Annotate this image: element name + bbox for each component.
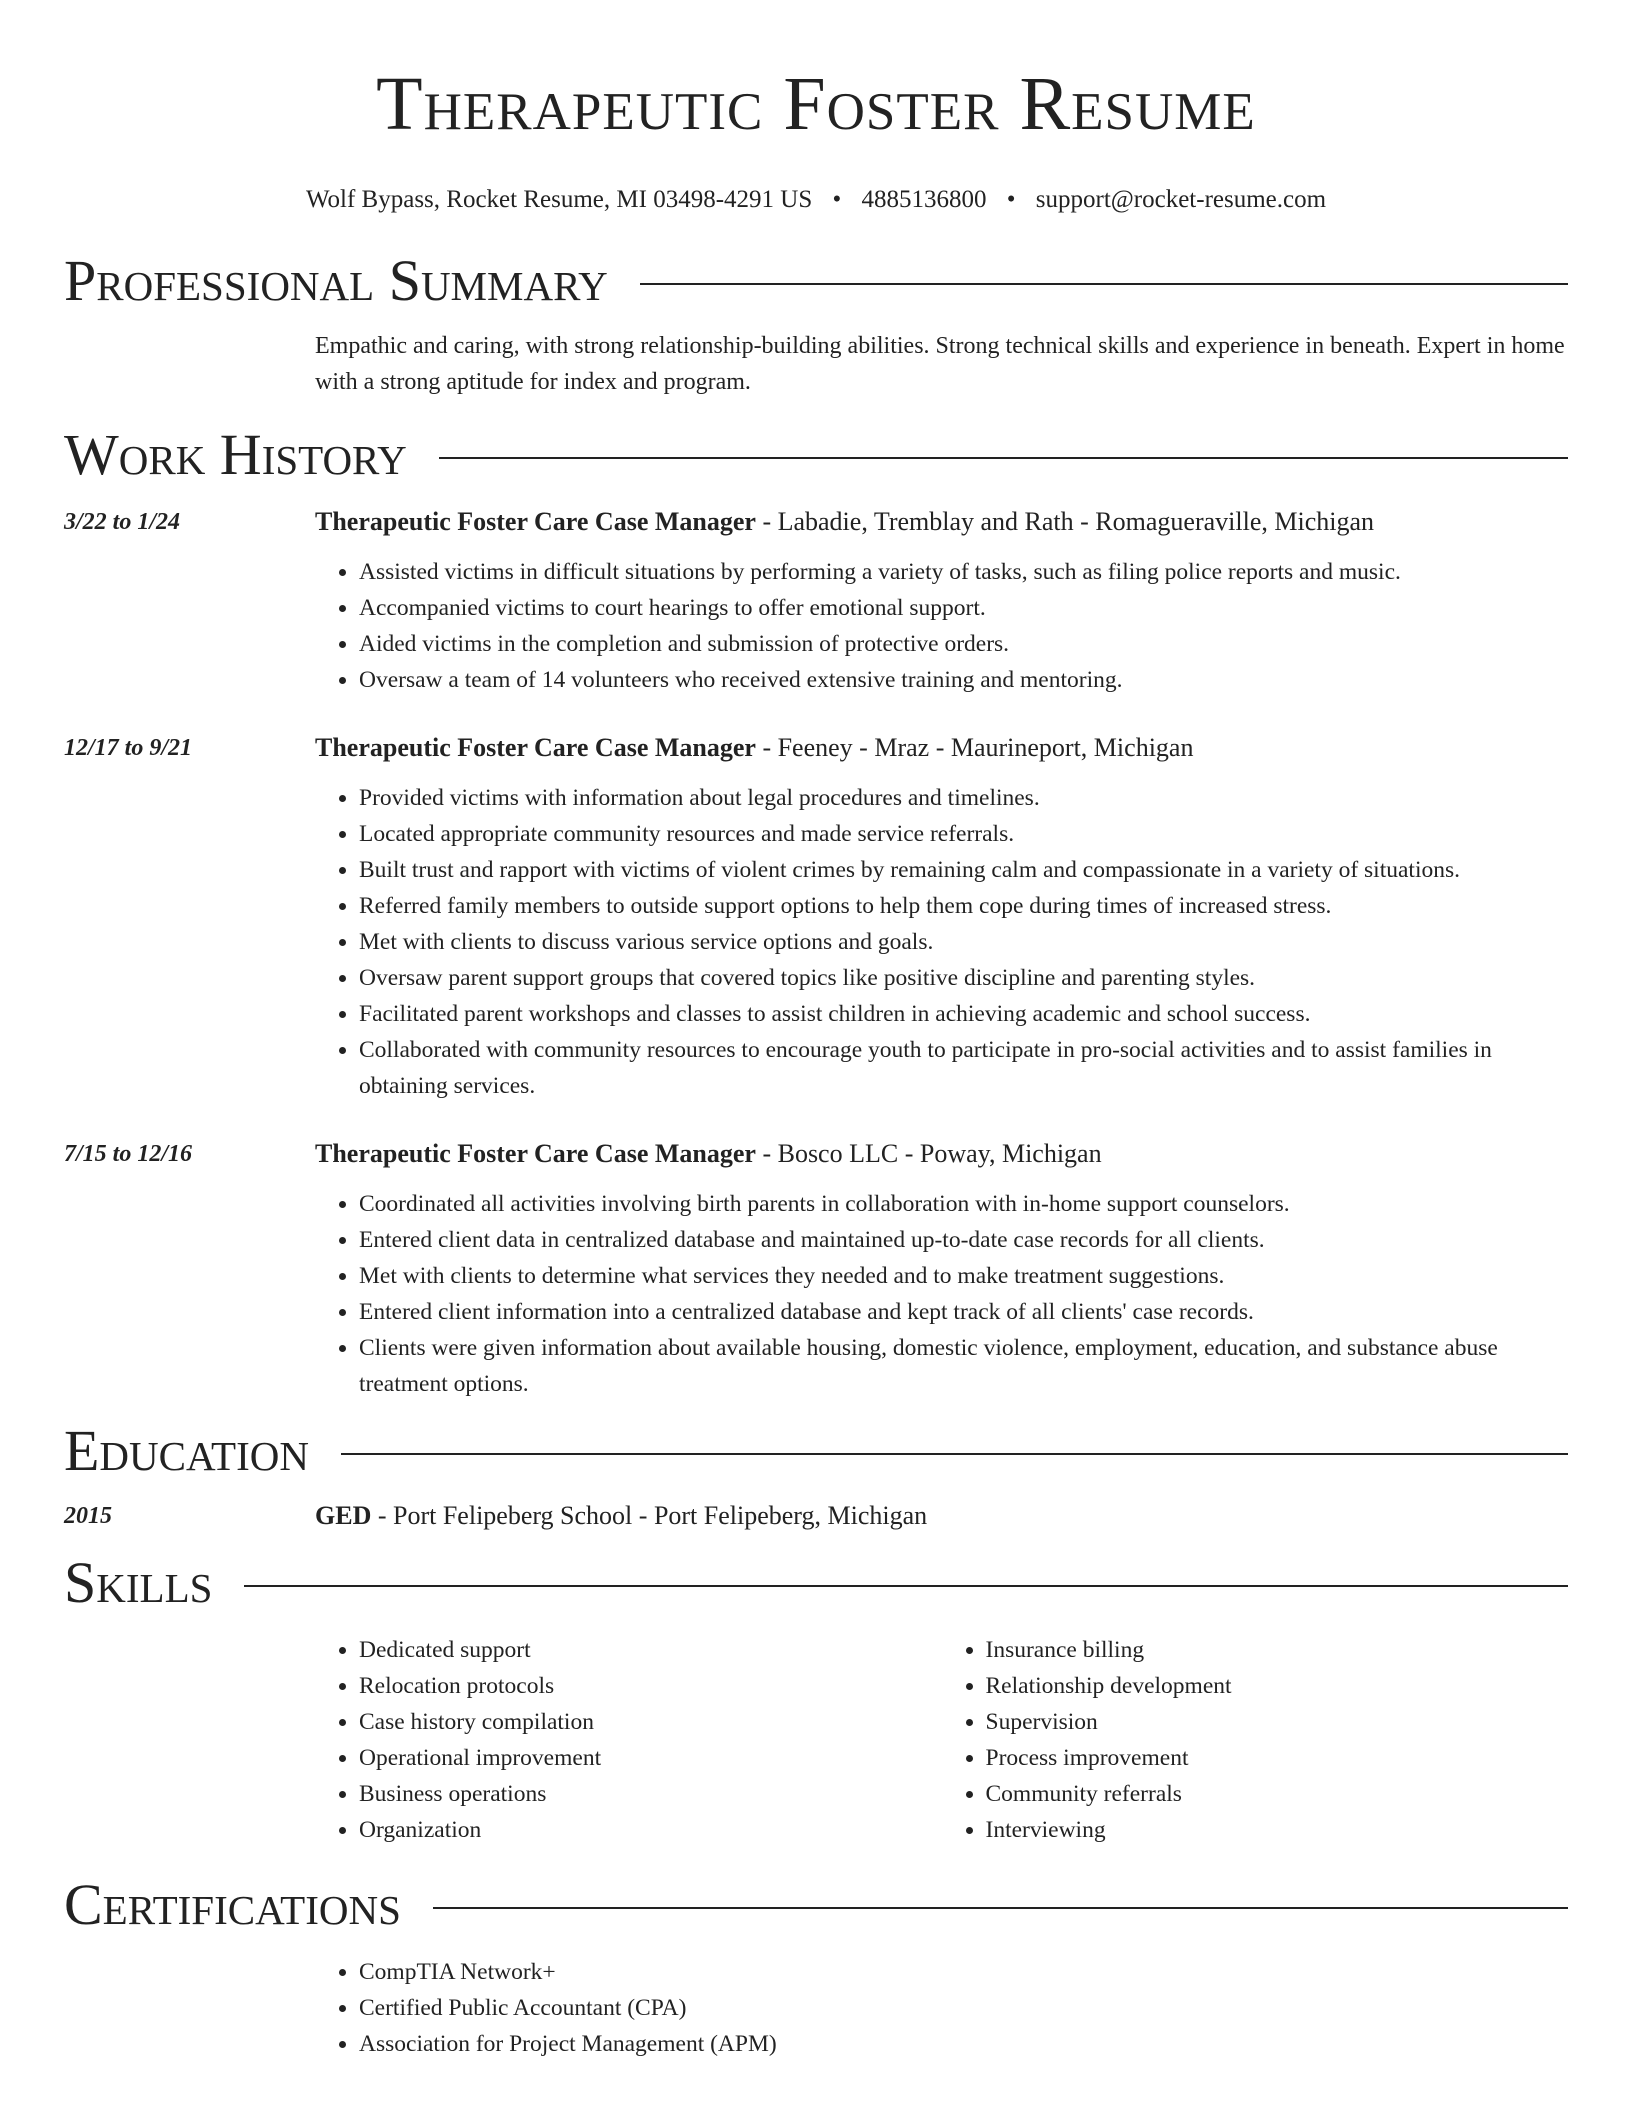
skill-item: • Interviewing	[986, 1812, 1569, 1848]
job-bullet: • Clients were given information about available housing, domestic violence, employment, education, and substance abuse treatment options.	[359, 1330, 1568, 1402]
skills-list	[315, 1632, 1568, 1848]
job-entry	[64, 730, 1568, 1104]
skill-item: • Dedicated support	[359, 1632, 942, 1668]
job-employer: - Bosco LLC - Poway, Michigan	[755, 1139, 1102, 1168]
job-bullets	[315, 1186, 1568, 1402]
certification-item: • CompTIA Network+	[359, 1954, 1568, 1990]
summary-section-header	[64, 248, 1568, 314]
summary-heading: Professional Summary	[64, 248, 608, 313]
skills-column-left	[315, 1632, 942, 1848]
education-entry	[64, 1498, 1568, 1534]
job-heading	[315, 504, 1568, 540]
job-bullet: • Collaborated with community resources to encourage youth to participate in pro-social activities and to assist families in obtaining services.	[359, 1032, 1568, 1104]
skills-section-header	[64, 1550, 1568, 1616]
job-header	[64, 504, 1568, 540]
contact-separator: •	[1006, 186, 1016, 213]
section-divider	[439, 457, 1568, 459]
skill-item: • Relocation protocols	[359, 1668, 942, 1704]
certification-item: • Certified Public Accountant (CPA)	[359, 1990, 1568, 2026]
contact-separator: •	[832, 186, 842, 213]
skills-heading: Skills	[64, 1550, 213, 1615]
job-bullet: • Oversaw parent support groups that covered topics like positive discipline and parenting styles.	[359, 960, 1568, 996]
skill-item: • Supervision	[986, 1704, 1569, 1740]
section-divider	[640, 283, 1568, 285]
certifications-section-header	[64, 1872, 1568, 1938]
education-section-header	[64, 1418, 1568, 1484]
job-bullet: • Facilitated parent workshops and classes to assist children in achieving academic and school success.	[359, 996, 1568, 1032]
job-bullet: • Assisted victims in difficult situations by performing a variety of tasks, such as filing police reports and music.	[359, 554, 1568, 590]
education-degree: GED	[315, 1501, 372, 1530]
contact-email: support@rocket-resume.com	[1035, 186, 1327, 213]
job-dates: 12/17 to 9/21	[64, 735, 193, 761]
education-school: - Port Felipeberg School - Port Felipeberg, Michigan	[371, 1501, 928, 1530]
skill-item: • Business operations	[359, 1776, 942, 1812]
job-dates: 3/22 to 1/24	[64, 509, 181, 535]
job-heading	[315, 730, 1568, 766]
certifications-heading: Certifications	[64, 1872, 401, 1937]
resume-page	[64, 0, 1568, 2062]
section-divider	[433, 1907, 1568, 1909]
job-bullet: • Met with clients to discuss various service options and goals.	[359, 924, 1568, 960]
job-bullet: • Aided victims in the completion and submission of protective orders.	[359, 626, 1568, 662]
certification-item: • Association for Project Management (APM)	[359, 2026, 1568, 2062]
job-bullet: • Accompanied victims to court hearings to offer emotional support.	[359, 590, 1568, 626]
job-bullet-list	[315, 554, 1568, 698]
job-bullets	[315, 780, 1568, 1104]
work-heading: Work History	[64, 422, 407, 487]
job-bullet: • Located appropriate community resources and made service referrals.	[359, 816, 1568, 852]
skill-item: • Community referrals	[986, 1776, 1569, 1812]
skill-item: • Relationship development	[986, 1668, 1569, 1704]
job-heading	[315, 1136, 1568, 1172]
job-bullet-list	[315, 780, 1568, 1104]
job-bullet: • Referred family members to outside support options to help them cope during times of increased stress.	[359, 888, 1568, 924]
job-title: Therapeutic Foster Care Case Manager	[315, 1139, 756, 1168]
job-bullet: • Coordinated all activities involving birth parents in collaboration with in-home support counselors.	[359, 1186, 1568, 1222]
skills-column-right	[942, 1632, 1569, 1848]
education-year: 2015	[64, 1503, 112, 1529]
summary-text: Empathic and caring, with strong relationship-building abilities. Strong technical skills and experience in beneath. Expert in home with a strong aptitude for index and program.	[315, 333, 1565, 395]
certifications-list	[315, 1954, 1568, 2062]
education-details	[315, 1498, 1568, 1534]
job-bullet: • Entered client information into a centralized database and kept track of all clients' case records.	[359, 1294, 1568, 1330]
section-divider	[341, 1453, 1568, 1455]
contact-phone: 4885136800	[861, 186, 987, 213]
education-heading: Education	[64, 1418, 309, 1483]
section-divider	[244, 1585, 1568, 1587]
job-dates: 7/15 to 12/16	[64, 1141, 193, 1167]
contact-address: Wolf Bypass, Rocket Resume, MI 03498-4291 US	[305, 186, 813, 213]
contact-line	[64, 184, 1568, 216]
job-employer: - Feeney - Mraz - Maurineport, Michigan	[755, 733, 1194, 762]
skill-item: • Case history compilation	[359, 1704, 942, 1740]
job-bullet: • Oversaw a team of 14 volunteers who received extensive training and mentoring.	[359, 662, 1568, 698]
job-bullets	[315, 554, 1568, 698]
job-title: Therapeutic Foster Care Case Manager	[315, 507, 756, 536]
skill-item: • Operational improvement	[359, 1740, 942, 1776]
job-bullet: • Built trust and rapport with victims of violent crimes by remaining calm and compassionate in a variety of situations.	[359, 852, 1568, 888]
job-employer: - Labadie, Tremblay and Rath - Romagueraville, Michigan	[755, 507, 1375, 536]
resume-title: Therapeutic Foster Resume	[376, 62, 1256, 146]
job-bullet: • Entered client data in centralized database and maintained up-to-date case records for all clients.	[359, 1222, 1568, 1258]
job-bullet: • Provided victims with information about legal procedures and timelines.	[359, 780, 1568, 816]
job-bullet: • Met with clients to determine what services they needed and to make treatment suggestions.	[359, 1258, 1568, 1294]
job-bullet-list	[315, 1186, 1568, 1402]
job-header	[64, 1136, 1568, 1172]
skill-item: • Process improvement	[986, 1740, 1569, 1776]
skill-item: • Insurance billing	[986, 1632, 1569, 1668]
work-section-header	[64, 422, 1568, 488]
job-entry	[64, 504, 1568, 698]
skill-item: • Organization	[359, 1812, 942, 1848]
job-title: Therapeutic Foster Care Case Manager	[315, 733, 756, 762]
job-header	[64, 730, 1568, 766]
job-entry	[64, 1136, 1568, 1402]
work-history-list	[64, 504, 1568, 1402]
certifications-items	[315, 1954, 1568, 2062]
